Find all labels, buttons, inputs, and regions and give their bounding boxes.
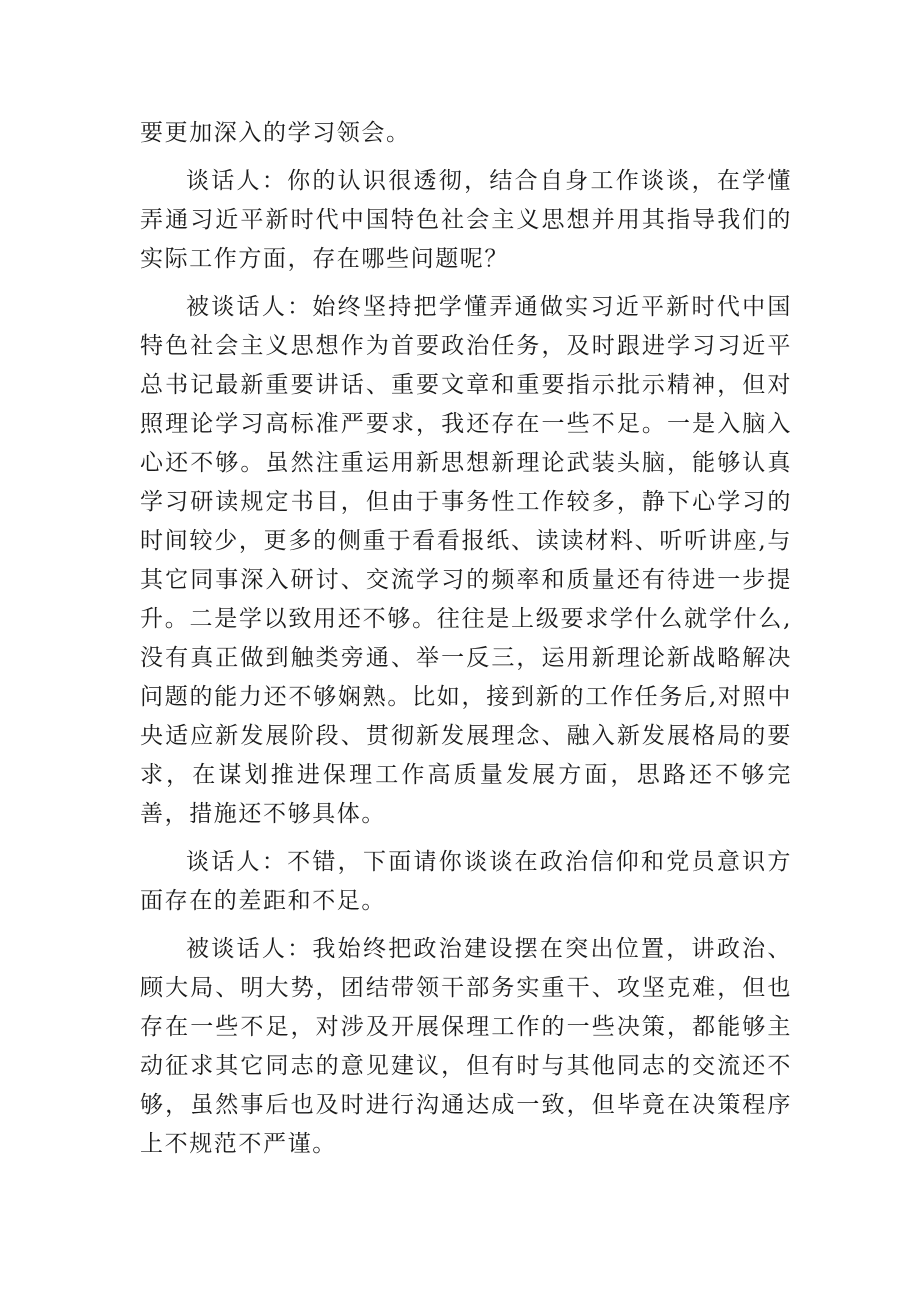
speaker-label: 被谈话人： — [186, 294, 313, 320]
paragraph-interviewee-answer-1 — [140, 288, 792, 834]
paragraph-interviewee-answer-2 — [140, 930, 792, 1164]
speaker-label: 谈话人： — [186, 849, 288, 875]
paragraph-text: 你的认识很透彻，结合自身工作谈谈，在学懂弄通习近平新时代中国特色社会主义思想并用其指导我们的实际工作方面，存在哪些问题呢？ — [140, 168, 793, 272]
paragraph-text: 不错，下面请你谈谈在政治信仰和党员意识方面存在的差距和不足。 — [140, 849, 793, 914]
paragraph-text: 要更加深入的学习领会。 — [140, 120, 411, 146]
paragraph-interviewer-question-1 — [140, 162, 792, 279]
paragraph-text: 我始终把政治建设摆在突出位置，讲政治、顾大局、明大势，团结带领干部务实重干、攻坚克难，但也存在一些不足，对涉及开展保理工作的一些决策，都能够主动征求其它同志的意见建议，但有时与其他同志的交流还不够，虽然事后也及时进行沟通达成一致，但毕竟在决策程序上不规范不严谨。 — [140, 936, 792, 1157]
speaker-label: 被谈话人： — [186, 936, 313, 962]
paragraph-interviewer-question-2 — [140, 843, 792, 921]
paragraph-continuation — [140, 114, 792, 153]
paragraph-text: 始终坚持把学懂弄通做实习近平新时代中国特色社会主义思想作为首要政治任务，及时跟进学习习近平总书记最新重要讲话、重要文章和重要指示批示精神，但对照理论学习高标准严要求，我还存在一些不足。一是入脑入心还不够。虽然注重运用新思想新理论武装头脑，能够认真学习研读规定书目，但由于事务性工作较多，静下心学习的时间较少，更多的侧重于看看报纸、读读材料、听听讲座,与其它同事深入研讨、交流学习的频率和质量还有待进一步提升。二是学以致用还不够。往往是上级要求学什么就学什么,没有真正做到触类旁通、举一反三，运用新理论新战略解决问题的能力还不够娴熟。比如，接到新的工作任务后,对照中央适应新发展阶段、贯彻新发展理念、融入新发展格局的要求，在谋划推进保理工作高质量发展方面，思路还不够完善，措施还不够具体。 — [140, 294, 792, 827]
speaker-label: 谈话人： — [186, 168, 288, 194]
dialogue-text — [140, 114, 792, 1173]
